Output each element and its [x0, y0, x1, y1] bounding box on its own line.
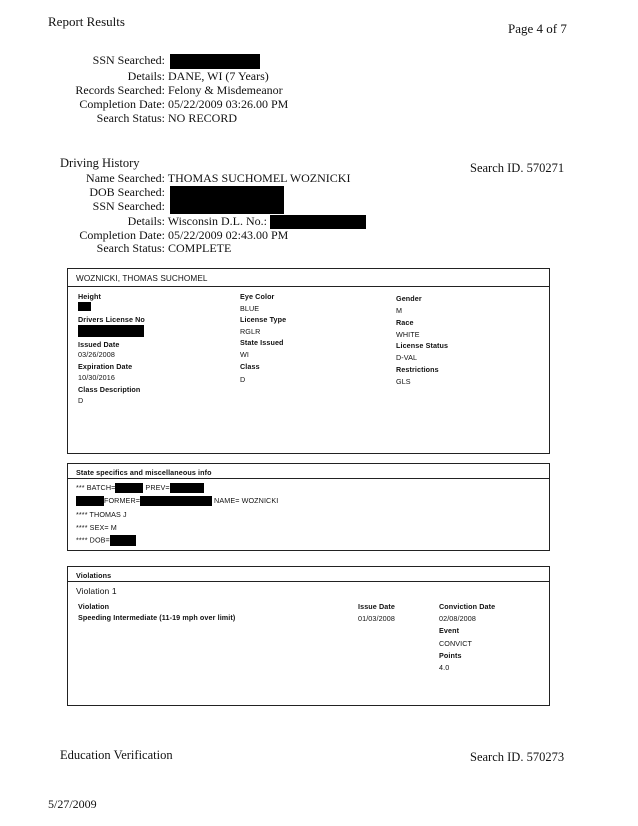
- field-label: Name Searched:: [86, 171, 165, 185]
- restrictions-label: Restrictions: [396, 365, 439, 374]
- field-value: 05/22/2009 03:26.00 PM: [168, 97, 289, 111]
- details-row: [10, 69, 269, 84]
- field-label: Search Status:: [96, 111, 165, 125]
- divider: [67, 581, 550, 582]
- issue-date-value: 01/03/2008: [358, 614, 395, 623]
- field-label: Records Searched:: [75, 83, 165, 97]
- violation-value: Speeding Intermediate (11-19 mph over limit): [78, 613, 236, 622]
- prev-label: PREV=: [145, 483, 170, 492]
- redaction-block: [170, 54, 260, 69]
- ssn-row: [10, 199, 284, 214]
- footer-date: 5/27/2009: [48, 797, 97, 811]
- records-row: [10, 83, 283, 98]
- points-value: 4.0: [439, 663, 450, 672]
- field-value: COMPLETE: [168, 241, 232, 255]
- redaction-block: [78, 325, 144, 337]
- driving-history-heading: Driving History: [60, 156, 140, 170]
- race-label: Race: [396, 318, 414, 327]
- conviction-date-value: 02/08/2008: [439, 614, 476, 623]
- violation-number: Violation 1: [76, 586, 117, 596]
- license-type-label: License Type: [240, 315, 287, 324]
- license-info-box: [67, 268, 550, 454]
- gender-label: Gender: [396, 294, 422, 303]
- class-label: Class: [240, 362, 260, 371]
- dob-row: [76, 535, 136, 546]
- field-label: SSN Searched:: [92, 53, 165, 67]
- field-value: 05/22/2009 02:43.00 PM: [168, 228, 289, 242]
- eye-color-label: Eye Color: [240, 292, 275, 301]
- class-description-value: D: [78, 396, 84, 405]
- restrictions-value: GLS: [396, 377, 411, 386]
- violations-heading: Violations: [76, 571, 112, 580]
- issued-date-value: 03/26/2008: [78, 350, 115, 359]
- redaction-block: [110, 535, 136, 546]
- redaction-block: [140, 496, 212, 506]
- redaction-block: [170, 483, 204, 493]
- field-value: NO RECORD: [168, 111, 238, 125]
- field-label: Completion Date:: [79, 97, 165, 111]
- class-value: D: [240, 375, 246, 384]
- eye-color-value: BLUE: [240, 304, 260, 313]
- status-row: [10, 241, 231, 256]
- expiration-date-value: 10/30/2016: [78, 373, 115, 382]
- education-search-id: Search ID. 570273: [470, 750, 565, 764]
- redaction-block: [76, 496, 104, 506]
- batch-label: *** BATCH=: [76, 483, 116, 492]
- expiration-date-label: Expiration Date: [78, 362, 133, 371]
- redaction-block: [115, 483, 143, 493]
- license-no-label: Drivers License No: [78, 315, 145, 324]
- batch-row: [76, 483, 204, 493]
- dob-row: [10, 185, 284, 200]
- report-title: Report Results: [48, 14, 125, 29]
- points-label: Points: [439, 651, 462, 660]
- race-value: WHITE: [396, 330, 420, 339]
- state-info-heading: State specifics and miscellaneous info: [76, 468, 212, 477]
- thomas-row: **** THOMAS J: [76, 510, 127, 519]
- status-row: [10, 111, 237, 126]
- name-label: NAME= WOZNICKI: [214, 496, 279, 505]
- sex-row: **** SEX= M: [76, 523, 117, 532]
- field-label: Completion Date:: [79, 228, 165, 242]
- divider: [67, 478, 550, 479]
- education-heading: Education Verification: [60, 748, 173, 762]
- field-label: Search Status:: [96, 241, 165, 255]
- state-issued-label: State Issued: [240, 338, 284, 347]
- field-value: DANE, WI (7 Years): [168, 69, 269, 83]
- height-label: Height: [78, 292, 101, 301]
- class-description-label: Class Description: [78, 385, 141, 394]
- field-label: DOB Searched:: [89, 185, 165, 199]
- field-label: Details:: [127, 214, 165, 228]
- redaction-block: [170, 200, 284, 214]
- completion-row: [10, 97, 288, 112]
- redaction-block: [78, 302, 91, 311]
- page-number: Page 4 of 7: [508, 21, 567, 36]
- license-holder-name: WOZNICKI, THOMAS SUCHOMEL: [76, 274, 208, 283]
- license-status-label: License Status: [396, 341, 449, 350]
- violation-label: Violation: [78, 602, 110, 611]
- details-row: [10, 214, 366, 229]
- violations-box: [67, 566, 550, 706]
- dob-label: **** DOB=: [76, 535, 110, 545]
- license-status-value: D-VAL: [396, 353, 418, 362]
- former-label: FORMER=: [104, 496, 141, 505]
- field-value: Wisconsin D.L. No.:: [167, 214, 267, 228]
- name-row: [10, 171, 350, 186]
- conviction-date-label: Conviction Date: [439, 602, 496, 611]
- field-value: THOMAS SUCHOMEL WOZNICKI: [167, 171, 351, 185]
- event-label: Event: [439, 626, 460, 635]
- event-value: CONVICT: [439, 639, 473, 648]
- state-issued-value: WI: [240, 350, 249, 359]
- field-value: Felony & Misdemeanor: [168, 83, 283, 97]
- gender-value: M: [396, 306, 403, 315]
- field-label: SSN Searched:: [92, 199, 165, 213]
- license-type-value: RGLR: [240, 327, 261, 336]
- ssn-row: [10, 53, 260, 69]
- former-row: [76, 496, 278, 506]
- driving-search-id: Search ID. 570271: [470, 161, 565, 175]
- issue-date-label: Issue Date: [358, 602, 395, 611]
- issued-date-label: Issued Date: [78, 340, 120, 349]
- field-label: Details:: [127, 69, 165, 83]
- divider: [67, 286, 550, 287]
